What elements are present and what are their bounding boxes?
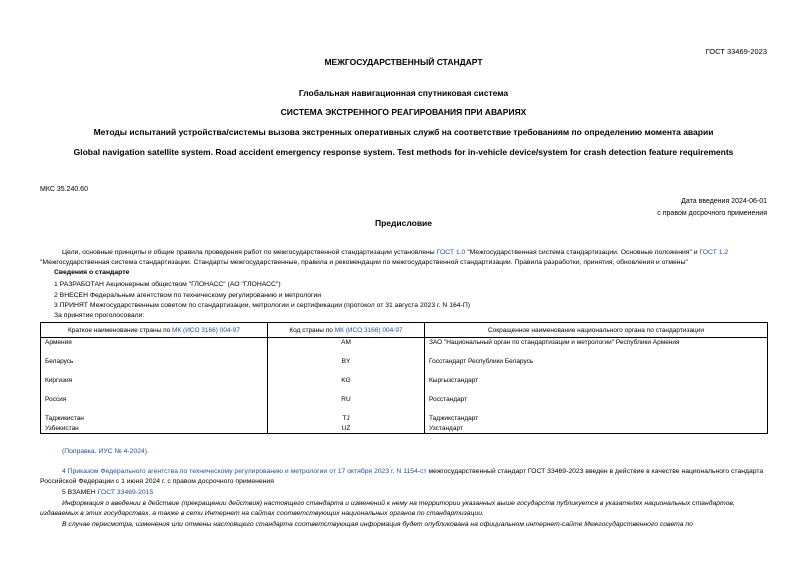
col-code-header: Код страны по МК (ИСО 3166) 004-97 — [268, 323, 425, 338]
intro-date-block — [657, 196, 767, 220]
col-body-header: Сокращенное наименование национального органа по стандартизации — [425, 323, 768, 338]
code-cell: AM — [268, 338, 425, 357]
document-subtitle: Глобальная навигационная спутниковая система — [298, 88, 509, 98]
code-cell: RU — [268, 395, 425, 414]
code-cell: BY — [268, 357, 425, 376]
item-3: 3 ПРИНЯТ Межгосударственным советом по стандартизации, метрологии и сертификации (протокол от 31 августа 2023 г. N 164-П) — [54, 302, 470, 309]
body-cell: Госстандарт Республики Беларусь — [429, 357, 534, 365]
foreword-paragraph: Цели, основные принципы и общие правила проведения работ по межгосударственной стандартизации установлены ГОСТ 1.0 "Межгосударственная система стандартизации. Основные положения" и ГОСТ 1.2 "Межгосударственная система стандартизации. Стандарты межгосударственные, правила и рекомендации по межгосударственной стандартизации. Правила разработки, принятия, обновления и отмены" — [40, 249, 729, 266]
col-country-header: Краткое наименование страны по МК (ИСО 3166) 004-97 — [41, 323, 268, 338]
gost-2015-link[interactable]: ГОСТ 33469-2015 — [97, 489, 154, 496]
code-cell: UZ — [268, 424, 425, 434]
amendment-link[interactable]: (Поправка. ИУС № 4-2024). — [62, 448, 149, 455]
country-cell: Беларусь — [41, 357, 268, 376]
order-link[interactable]: 4 Приказом Федерального агентства по техническому регулированию и метрологии от 17 октября 2023 г. N 1154-ст — [62, 468, 427, 475]
revision-italic: В случае пересмотра, изменения или отмены настоящего стандарта соответствующая информация будет опубликована на официальном интернет-сайте Межгосударственного совета по — [62, 521, 693, 528]
table-row — [41, 357, 768, 376]
code-cell: TJ — [268, 414, 425, 424]
code-cell: KG — [268, 376, 425, 395]
item-4: 4 Приказом Федерального агентства по техническому регулированию и метрологии от 17 октября 2023 г. N 1154-ст межгосударственный стандарт ГОСТ 33469-2023 введен в действие в качестве национального стандарта Российской Федерации с 1 июня 2024 г. с правом досрочного применения — [40, 468, 764, 485]
body-cell: Росстандарт — [429, 395, 468, 403]
body-cell: Узстандарт — [429, 424, 463, 432]
gost-1-2-link[interactable]: ГОСТ 1.2 — [699, 249, 729, 256]
item-2: 2 ВНЕСЕН Федеральным агентством по техническому регулированию и метрологии — [54, 292, 322, 299]
info-italic: Информация о введении в действие (прекращении действия) настоящего стандарта и изменений к нему на территории указанных выше государств публикуется в указателях национальных стандартов, издаваемых в этих государствах, а также в сети Интернет на сайтах соответствующих национальных органов по стандартизации. — [40, 500, 735, 517]
country-cell: Россия — [41, 395, 268, 414]
mk-iso-link[interactable]: МК (ИСО 3166) 004-97 — [172, 326, 240, 334]
document-code: ГОСТ 33469-2023 — [705, 47, 767, 56]
table-row — [41, 376, 768, 395]
table-row — [41, 414, 768, 424]
country-cell: Узбекистан — [41, 424, 268, 434]
title-russian: Методы испытаний устройства/системы вызова экстренных оперативных служб на соответствие требованиям по определению момента аварии — [93, 127, 714, 137]
voted-label: За принятие проголосовали: — [54, 312, 145, 319]
table-row — [41, 338, 768, 357]
amendment-note — [40, 447, 768, 457]
info-title: Сведения о стандарте — [54, 269, 130, 276]
voting-table — [40, 322, 768, 434]
foreword-title: Предисловие — [374, 218, 433, 228]
document-heading: МЕЖГОСУДАРСТВЕННЫЙ СТАНДАРТ — [324, 57, 483, 67]
item-5: 5 ВЗАМЕН ГОСТ 33469-2015 — [62, 489, 154, 496]
body-cell: ЗАО "Национальный орган по стандартизации и метрологии" Республики Армения — [429, 339, 680, 346]
country-cell: Киргизия — [41, 376, 268, 395]
table-row — [41, 424, 768, 434]
gost-1-0-link[interactable]: ГОСТ 1.0 — [436, 249, 466, 256]
country-cell: Армения — [41, 338, 268, 357]
body-cell: Кыргызстандарт — [429, 376, 479, 384]
title-english: Global navigation satellite system. Road accident emergency response system. Test methods for in-vehicle device/system for crash detection feature requirements — [73, 147, 734, 157]
intro-date: Дата введения 2024-06-01 — [681, 198, 767, 205]
item-1: 1 РАЗРАБОТАН Акционерным обществом "ГЛОНАСС" (АО "ГЛОНАСС") — [54, 281, 281, 288]
mk-iso-link[interactable]: МК (ИСО 3166) 004-97 — [334, 326, 403, 334]
system-title: СИСТЕМА ЭКСТРЕННОГО РЕАГИРОВАНИЯ ПРИ АВАРИЯХ — [280, 107, 527, 117]
early-apply: с правом досрочного применения — [657, 210, 767, 217]
country-cell: Таджикистан — [41, 414, 268, 424]
table-row — [41, 395, 768, 414]
mks-code: МКС 35.240.60 — [40, 186, 88, 193]
body-cell: Таджикстандарт — [429, 414, 479, 422]
